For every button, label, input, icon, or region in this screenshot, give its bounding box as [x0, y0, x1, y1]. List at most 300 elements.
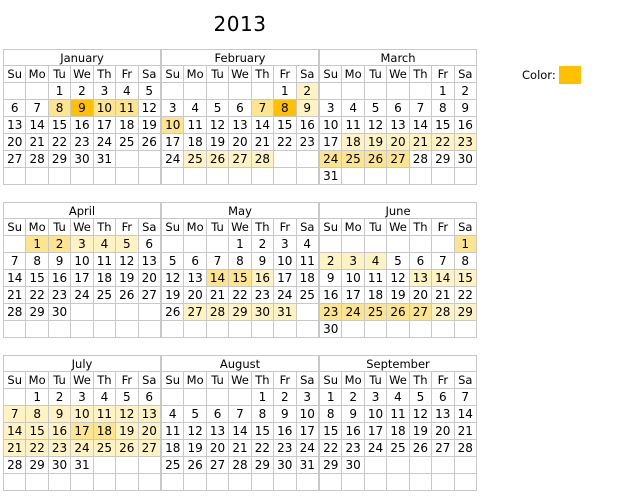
- day-cell[interactable]: 14: [455, 406, 477, 423]
- day-cell[interactable]: 11: [184, 117, 206, 134]
- day-cell[interactable]: 10: [71, 253, 93, 270]
- day-cell[interactable]: 12: [207, 117, 229, 134]
- day-cell[interactable]: 2: [49, 236, 71, 253]
- day-cell[interactable]: 12: [387, 270, 409, 287]
- day-cell[interactable]: 4: [94, 236, 116, 253]
- day-cell[interactable]: 21: [229, 440, 251, 457]
- day-cell[interactable]: 30: [71, 151, 93, 168]
- day-cell[interactable]: 31: [274, 304, 296, 321]
- day-cell[interactable]: 18: [116, 117, 138, 134]
- day-cell[interactable]: 22: [26, 440, 48, 457]
- day-cell[interactable]: 14: [252, 117, 274, 134]
- day-cell[interactable]: 26: [139, 134, 161, 151]
- day-cell[interactable]: 11: [116, 100, 138, 117]
- day-cell[interactable]: 8: [49, 100, 71, 117]
- day-cell[interactable]: 16: [274, 423, 296, 440]
- day-cell[interactable]: 28: [207, 304, 229, 321]
- day-cell[interactable]: 13: [184, 270, 206, 287]
- day-cell[interactable]: 22: [49, 134, 71, 151]
- day-cell[interactable]: 18: [94, 423, 116, 440]
- day-cell[interactable]: 19: [139, 117, 161, 134]
- day-cell[interactable]: 20: [207, 440, 229, 457]
- day-cell[interactable]: 28: [455, 440, 477, 457]
- month-name: January: [4, 50, 161, 66]
- day-cell[interactable]: 11: [162, 423, 184, 440]
- day-cell[interactable]: 23: [320, 304, 342, 321]
- day-cell[interactable]: 22: [26, 287, 48, 304]
- day-cell[interactable]: 22: [455, 287, 477, 304]
- weekday-header: We: [387, 66, 409, 83]
- day-cell[interactable]: 24: [297, 440, 319, 457]
- day-cell[interactable]: 30: [274, 457, 296, 474]
- day-cell[interactable]: 17: [71, 423, 93, 440]
- day-cell[interactable]: 20: [139, 270, 161, 287]
- day-cell[interactable]: 4: [297, 236, 319, 253]
- day-cell[interactable]: 29: [26, 457, 48, 474]
- day-cell[interactable]: 8: [229, 253, 251, 270]
- day-cell[interactable]: 18: [184, 134, 206, 151]
- day-cell[interactable]: 27: [184, 304, 206, 321]
- day-cell[interactable]: 18: [342, 134, 364, 151]
- day-cell[interactable]: 16: [297, 117, 319, 134]
- day-cell[interactable]: 20: [410, 287, 432, 304]
- day-cell[interactable]: 31: [320, 168, 342, 185]
- day-cell[interactable]: 6: [229, 100, 251, 117]
- day-cell[interactable]: 22: [432, 134, 454, 151]
- day-cell[interactable]: 5: [116, 236, 138, 253]
- day-cell[interactable]: 9: [49, 253, 71, 270]
- month-days-grid: [320, 372, 477, 491]
- day-cell[interactable]: 16: [71, 117, 93, 134]
- day-cell[interactable]: 26: [387, 304, 409, 321]
- day-cell[interactable]: 27: [229, 151, 251, 168]
- day-cell[interactable]: 5: [116, 389, 138, 406]
- day-cell[interactable]: 24: [320, 151, 342, 168]
- day-cell[interactable]: 8: [320, 406, 342, 423]
- day-cell[interactable]: 25: [365, 304, 387, 321]
- day-cell[interactable]: 10: [365, 406, 387, 423]
- day-cell[interactable]: 29: [432, 151, 454, 168]
- day-cell[interactable]: 17: [365, 423, 387, 440]
- day-cell[interactable]: 26: [162, 304, 184, 321]
- empty-cell: [4, 321, 26, 338]
- day-cell[interactable]: 15: [320, 423, 342, 440]
- day-cell[interactable]: 21: [4, 287, 26, 304]
- day-cell[interactable]: 19: [410, 423, 432, 440]
- day-cell[interactable]: 19: [207, 134, 229, 151]
- weekday-header: Fr: [274, 66, 296, 83]
- day-cell[interactable]: 10: [94, 100, 116, 117]
- day-cell[interactable]: 14: [4, 423, 26, 440]
- day-cell[interactable]: 18: [365, 287, 387, 304]
- day-cell[interactable]: 9: [320, 270, 342, 287]
- day-cell[interactable]: 21: [26, 134, 48, 151]
- day-cell[interactable]: 7: [455, 389, 477, 406]
- day-cell[interactable]: 1: [229, 236, 251, 253]
- day-cell[interactable]: 19: [365, 134, 387, 151]
- day-cell[interactable]: 1: [455, 236, 477, 253]
- day-cell[interactable]: 10: [274, 253, 296, 270]
- day-cell[interactable]: 10: [297, 406, 319, 423]
- day-cell[interactable]: 26: [410, 440, 432, 457]
- month-name: February: [162, 50, 319, 66]
- day-cell[interactable]: 9: [49, 406, 71, 423]
- day-cell[interactable]: 23: [342, 440, 364, 457]
- empty-cell: [297, 474, 319, 491]
- day-cell[interactable]: 17: [297, 423, 319, 440]
- day-cell[interactable]: 16: [252, 270, 274, 287]
- day-cell[interactable]: 10: [71, 406, 93, 423]
- day-cell[interactable]: 12: [162, 270, 184, 287]
- day-cell[interactable]: 17: [94, 117, 116, 134]
- day-cell[interactable]: 12: [184, 423, 206, 440]
- day-cell[interactable]: 23: [455, 134, 477, 151]
- day-cell[interactable]: 5: [410, 389, 432, 406]
- day-cell[interactable]: 13: [4, 117, 26, 134]
- day-cell[interactable]: 27: [410, 304, 432, 321]
- day-cell[interactable]: 16: [342, 423, 364, 440]
- month-days-grid: [320, 219, 477, 338]
- day-cell[interactable]: 23: [274, 440, 296, 457]
- day-cell[interactable]: 14: [207, 270, 229, 287]
- day-cell[interactable]: 13: [139, 406, 161, 423]
- day-cell[interactable]: 31: [297, 457, 319, 474]
- day-cell[interactable]: 2: [297, 83, 319, 100]
- weekday-header: Mo: [26, 372, 48, 389]
- day-cell[interactable]: 30: [342, 457, 364, 474]
- day-cell[interactable]: 14: [432, 270, 454, 287]
- day-cell[interactable]: 19: [162, 287, 184, 304]
- day-cell[interactable]: 14: [26, 117, 48, 134]
- day-cell[interactable]: 21: [432, 287, 454, 304]
- day-cell[interactable]: 5: [365, 100, 387, 117]
- day-cell[interactable]: 20: [387, 134, 409, 151]
- day-cell[interactable]: 26: [116, 440, 138, 457]
- day-cell[interactable]: 25: [94, 287, 116, 304]
- day-cell[interactable]: 16: [49, 423, 71, 440]
- empty-cell: [297, 304, 319, 321]
- day-cell[interactable]: 25: [162, 457, 184, 474]
- day-cell[interactable]: 28: [252, 151, 274, 168]
- day-cell[interactable]: 5: [139, 83, 161, 100]
- day-cell[interactable]: 9: [297, 100, 319, 117]
- weekday-header: We: [71, 66, 93, 83]
- day-cell[interactable]: 22: [274, 134, 296, 151]
- color-legend-label: Color:: [522, 68, 556, 82]
- day-cell[interactable]: 17: [274, 270, 296, 287]
- day-cell[interactable]: 3: [162, 100, 184, 117]
- day-cell[interactable]: 4: [342, 100, 364, 117]
- color-swatch[interactable]: [559, 66, 581, 84]
- day-cell[interactable]: 15: [49, 117, 71, 134]
- day-cell[interactable]: 7: [207, 253, 229, 270]
- day-cell[interactable]: 1: [49, 83, 71, 100]
- day-cell[interactable]: 25: [116, 134, 138, 151]
- day-cell[interactable]: 5: [184, 406, 206, 423]
- day-cell[interactable]: 18: [162, 440, 184, 457]
- day-cell[interactable]: 6: [432, 389, 454, 406]
- day-cell[interactable]: 4: [94, 389, 116, 406]
- weekday-header: Mo: [342, 219, 364, 236]
- day-cell[interactable]: 3: [297, 389, 319, 406]
- day-cell[interactable]: 6: [207, 406, 229, 423]
- day-cell[interactable]: 21: [4, 440, 26, 457]
- day-cell[interactable]: 8: [26, 406, 48, 423]
- day-cell[interactable]: 25: [342, 151, 364, 168]
- day-cell[interactable]: 8: [455, 253, 477, 270]
- day-cell[interactable]: 25: [297, 287, 319, 304]
- day-cell[interactable]: 3: [71, 236, 93, 253]
- day-cell[interactable]: 10: [320, 117, 342, 134]
- weekday-header: Su: [162, 66, 184, 83]
- day-cell[interactable]: 2: [274, 389, 296, 406]
- day-cell[interactable]: 9: [455, 100, 477, 117]
- day-cell[interactable]: 3: [320, 100, 342, 117]
- day-cell[interactable]: 26: [207, 151, 229, 168]
- day-cell[interactable]: 10: [342, 270, 364, 287]
- day-cell[interactable]: 27: [432, 440, 454, 457]
- day-cell[interactable]: 15: [26, 423, 48, 440]
- day-cell[interactable]: 30: [252, 304, 274, 321]
- day-cell[interactable]: 6: [410, 253, 432, 270]
- day-cell[interactable]: 23: [252, 287, 274, 304]
- day-cell[interactable]: 20: [432, 423, 454, 440]
- day-cell[interactable]: 28: [432, 304, 454, 321]
- day-cell[interactable]: 1: [432, 83, 454, 100]
- day-cell[interactable]: 26: [116, 287, 138, 304]
- day-cell[interactable]: 7: [4, 406, 26, 423]
- day-cell[interactable]: 13: [207, 423, 229, 440]
- day-cell[interactable]: 9: [274, 406, 296, 423]
- day-cell[interactable]: 19: [387, 287, 409, 304]
- day-cell[interactable]: 21: [252, 134, 274, 151]
- day-cell[interactable]: 9: [342, 406, 364, 423]
- day-cell[interactable]: 8: [274, 100, 296, 117]
- day-cell[interactable]: 3: [365, 389, 387, 406]
- day-cell[interactable]: 16: [455, 117, 477, 134]
- day-cell[interactable]: 31: [71, 457, 93, 474]
- day-cell[interactable]: 15: [229, 270, 251, 287]
- day-cell[interactable]: 27: [387, 151, 409, 168]
- day-cell[interactable]: 12: [116, 253, 138, 270]
- day-cell[interactable]: 30: [455, 151, 477, 168]
- weekday-header: Fr: [432, 219, 454, 236]
- day-cell[interactable]: 2: [71, 83, 93, 100]
- day-cell[interactable]: 28: [410, 151, 432, 168]
- day-cell[interactable]: 8: [26, 253, 48, 270]
- day-cell[interactable]: 3: [94, 83, 116, 100]
- day-cell[interactable]: 29: [49, 151, 71, 168]
- day-cell[interactable]: 1: [26, 236, 48, 253]
- day-cell[interactable]: 3: [342, 253, 364, 270]
- day-cell[interactable]: 29: [26, 304, 48, 321]
- day-cell[interactable]: 12: [116, 406, 138, 423]
- day-cell[interactable]: 12: [410, 406, 432, 423]
- day-cell[interactable]: 25: [184, 151, 206, 168]
- day-cell[interactable]: 28: [229, 457, 251, 474]
- day-cell[interactable]: 24: [94, 134, 116, 151]
- day-cell[interactable]: 14: [410, 117, 432, 134]
- day-cell[interactable]: 28: [4, 304, 26, 321]
- day-cell[interactable]: 22: [320, 440, 342, 457]
- day-cell[interactable]: 4: [184, 100, 206, 117]
- day-cell[interactable]: 1: [26, 389, 48, 406]
- day-cell[interactable]: 5: [207, 100, 229, 117]
- day-cell[interactable]: 19: [116, 270, 138, 287]
- day-cell[interactable]: 4: [162, 406, 184, 423]
- day-cell[interactable]: 23: [71, 134, 93, 151]
- day-cell[interactable]: 17: [320, 134, 342, 151]
- empty-cell: [432, 457, 454, 474]
- day-cell[interactable]: 7: [410, 100, 432, 117]
- day-cell[interactable]: 18: [297, 270, 319, 287]
- day-cell[interactable]: 17: [342, 287, 364, 304]
- day-cell[interactable]: 12: [139, 100, 161, 117]
- day-cell[interactable]: 12: [365, 117, 387, 134]
- day-cell[interactable]: 27: [139, 287, 161, 304]
- day-cell[interactable]: 6: [139, 236, 161, 253]
- day-cell[interactable]: 16: [49, 270, 71, 287]
- empty-cell: [139, 151, 161, 168]
- day-cell[interactable]: 1: [274, 83, 296, 100]
- day-cell[interactable]: 26: [184, 457, 206, 474]
- day-cell[interactable]: 9: [252, 253, 274, 270]
- day-cell[interactable]: 27: [207, 457, 229, 474]
- day-cell[interactable]: 3: [274, 236, 296, 253]
- day-cell[interactable]: 1: [320, 389, 342, 406]
- day-cell[interactable]: 24: [71, 440, 93, 457]
- empty-cell: [410, 321, 432, 338]
- day-cell[interactable]: 15: [455, 270, 477, 287]
- day-cell[interactable]: 8: [252, 406, 274, 423]
- day-cell[interactable]: 30: [49, 304, 71, 321]
- day-cell[interactable]: 27: [4, 151, 26, 168]
- day-cell[interactable]: 2: [342, 389, 364, 406]
- day-cell[interactable]: 25: [94, 440, 116, 457]
- day-cell[interactable]: 4: [387, 389, 409, 406]
- day-cell[interactable]: 11: [297, 253, 319, 270]
- day-cell[interactable]: 7: [432, 253, 454, 270]
- day-cell[interactable]: 2: [252, 236, 274, 253]
- day-cell[interactable]: 13: [387, 117, 409, 134]
- day-cell[interactable]: 18: [94, 270, 116, 287]
- day-cell[interactable]: 20: [184, 287, 206, 304]
- day-cell[interactable]: 18: [387, 423, 409, 440]
- weekday-header: Th: [410, 219, 432, 236]
- day-cell[interactable]: 6: [4, 100, 26, 117]
- day-cell[interactable]: 10: [162, 117, 184, 134]
- day-cell[interactable]: 6: [184, 253, 206, 270]
- month-days-grid: [162, 219, 319, 338]
- day-cell[interactable]: 7: [252, 100, 274, 117]
- month-august: [161, 355, 319, 491]
- day-cell[interactable]: 29: [252, 457, 274, 474]
- day-cell[interactable]: 24: [342, 304, 364, 321]
- day-cell[interactable]: 14: [229, 423, 251, 440]
- day-cell[interactable]: 19: [116, 423, 138, 440]
- day-cell[interactable]: 29: [320, 457, 342, 474]
- day-cell[interactable]: 6: [139, 389, 161, 406]
- day-cell[interactable]: 21: [410, 134, 432, 151]
- day-cell[interactable]: 7: [26, 100, 48, 117]
- day-cell[interactable]: 2: [455, 83, 477, 100]
- day-cell[interactable]: 11: [94, 406, 116, 423]
- day-cell[interactable]: 23: [297, 134, 319, 151]
- day-cell[interactable]: 4: [116, 83, 138, 100]
- day-cell[interactable]: 19: [184, 440, 206, 457]
- day-cell[interactable]: 25: [387, 440, 409, 457]
- day-cell[interactable]: 31: [94, 151, 116, 168]
- day-cell[interactable]: 30: [49, 457, 71, 474]
- day-cell[interactable]: 22: [252, 440, 274, 457]
- day-cell[interactable]: 24: [162, 151, 184, 168]
- day-cell[interactable]: 8: [432, 100, 454, 117]
- empty-cell: [274, 321, 296, 338]
- day-cell[interactable]: 22: [229, 287, 251, 304]
- day-cell[interactable]: 29: [229, 304, 251, 321]
- day-cell[interactable]: 28: [26, 151, 48, 168]
- day-cell[interactable]: 20: [229, 134, 251, 151]
- day-cell[interactable]: 20: [139, 423, 161, 440]
- day-cell[interactable]: 21: [207, 287, 229, 304]
- day-cell[interactable]: 6: [387, 100, 409, 117]
- day-cell[interactable]: 13: [410, 270, 432, 287]
- day-cell[interactable]: 7: [229, 406, 251, 423]
- day-cell[interactable]: 24: [365, 440, 387, 457]
- day-cell[interactable]: 3: [71, 389, 93, 406]
- day-cell[interactable]: 21: [455, 423, 477, 440]
- day-cell[interactable]: 28: [4, 457, 26, 474]
- day-cell[interactable]: 24: [274, 287, 296, 304]
- day-cell[interactable]: 13: [139, 253, 161, 270]
- day-cell[interactable]: 2: [49, 389, 71, 406]
- day-cell[interactable]: 5: [387, 253, 409, 270]
- day-cell[interactable]: 17: [162, 134, 184, 151]
- day-cell[interactable]: 15: [432, 117, 454, 134]
- day-cell[interactable]: 4: [365, 253, 387, 270]
- day-cell[interactable]: 11: [342, 117, 364, 134]
- day-cell[interactable]: 29: [455, 304, 477, 321]
- day-cell[interactable]: 9: [71, 100, 93, 117]
- day-cell[interactable]: 17: [71, 270, 93, 287]
- day-cell[interactable]: 15: [274, 117, 296, 134]
- day-cell[interactable]: 7: [4, 253, 26, 270]
- day-cell[interactable]: 26: [365, 151, 387, 168]
- weekday-header: Su: [320, 219, 342, 236]
- day-cell[interactable]: 15: [26, 270, 48, 287]
- day-cell[interactable]: 13: [432, 406, 454, 423]
- day-cell[interactable]: 11: [387, 406, 409, 423]
- day-cell[interactable]: 15: [252, 423, 274, 440]
- day-cell[interactable]: 23: [49, 287, 71, 304]
- day-cell[interactable]: 1: [252, 389, 274, 406]
- day-cell[interactable]: 20: [4, 134, 26, 151]
- day-cell[interactable]: 24: [71, 287, 93, 304]
- day-cell[interactable]: 16: [320, 287, 342, 304]
- day-cell[interactable]: 27: [139, 440, 161, 457]
- empty-cell: [162, 321, 184, 338]
- day-cell[interactable]: 11: [94, 253, 116, 270]
- month-name: March: [320, 50, 477, 66]
- day-cell[interactable]: 14: [4, 270, 26, 287]
- day-cell[interactable]: 2: [320, 253, 342, 270]
- day-cell[interactable]: 11: [365, 270, 387, 287]
- empty-cell: [342, 236, 364, 253]
- day-cell[interactable]: 30: [320, 321, 342, 338]
- day-cell[interactable]: 13: [229, 117, 251, 134]
- day-cell[interactable]: 5: [162, 253, 184, 270]
- day-cell[interactable]: 23: [49, 440, 71, 457]
